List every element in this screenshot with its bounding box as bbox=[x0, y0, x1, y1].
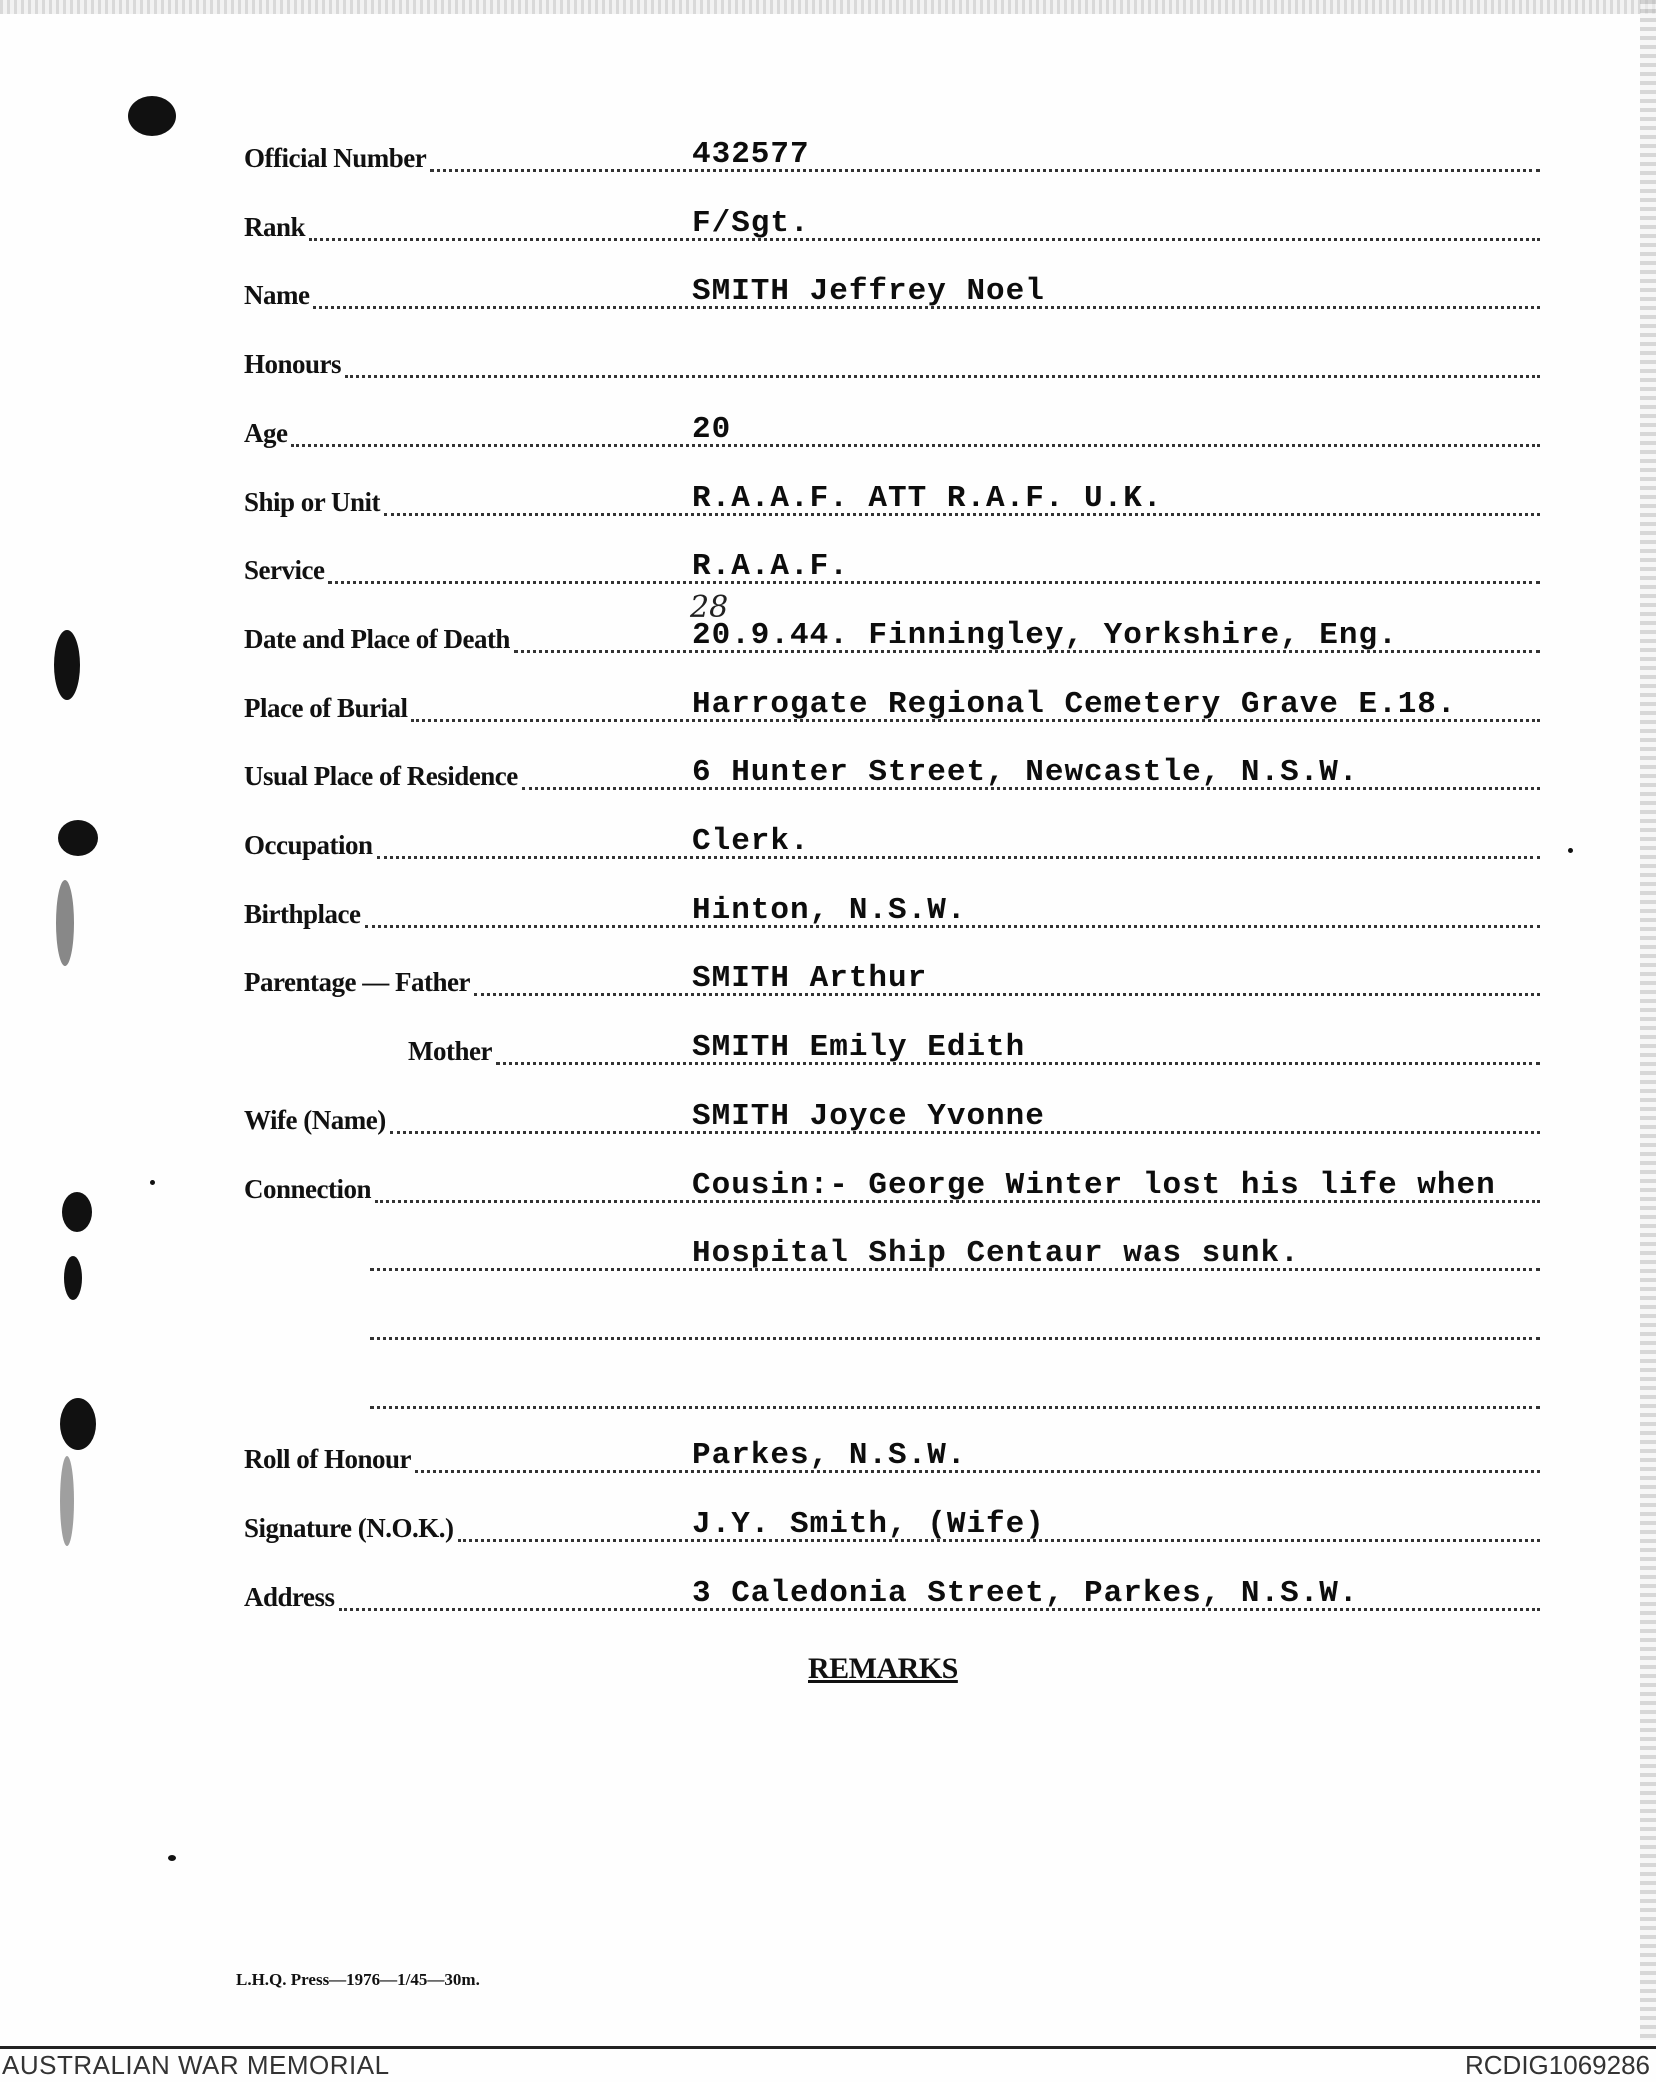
field-label: Name bbox=[244, 280, 310, 311]
field-value: R.A.A.F. bbox=[692, 549, 849, 585]
field-value: F/Sgt. bbox=[692, 205, 810, 241]
field-row bbox=[244, 615, 1540, 661]
punch-hole-mark bbox=[128, 96, 176, 136]
field-row bbox=[244, 409, 1540, 455]
field-row bbox=[244, 1096, 1540, 1142]
field-row bbox=[244, 821, 1540, 867]
field-row bbox=[244, 478, 1540, 524]
field-row bbox=[244, 546, 1540, 592]
death-date-annotation: 28 bbox=[690, 590, 729, 625]
field-value: Cousin:- George Winter lost his life when bbox=[692, 1167, 1496, 1203]
field-label: Date and Place of Death bbox=[244, 623, 510, 654]
dotted-leader bbox=[370, 1337, 1540, 1340]
field-value: 20 bbox=[692, 411, 732, 447]
stray-mark bbox=[1568, 848, 1573, 853]
field-value: 6 Hunter Street, Newcastle, N.S.W. bbox=[692, 755, 1359, 791]
field-row bbox=[244, 1435, 1540, 1481]
punch-hole-mark bbox=[60, 1456, 74, 1546]
field-row bbox=[244, 134, 1540, 180]
field-value: SMITH Joyce Yvonne bbox=[692, 1098, 1045, 1134]
dotted-leader bbox=[415, 1470, 1540, 1473]
field-row bbox=[244, 1573, 1540, 1619]
field-label: Ship or Unit bbox=[244, 486, 381, 517]
punch-hole-mark bbox=[54, 630, 80, 700]
field-label: Usual Place of Residence bbox=[244, 761, 518, 792]
field-row bbox=[244, 1165, 1540, 1211]
dotted-leader bbox=[291, 444, 1540, 447]
field-row bbox=[244, 684, 1540, 730]
field-row bbox=[244, 1027, 1540, 1073]
field-row bbox=[244, 340, 1540, 386]
dotted-leader bbox=[328, 581, 1540, 584]
field-row bbox=[244, 890, 1540, 936]
archive-id: RCDIG1069286 bbox=[1465, 2050, 1650, 2080]
remarks-heading: REMARKS bbox=[808, 1652, 958, 1685]
punch-hole-mark bbox=[56, 880, 74, 966]
field-label: Birthplace bbox=[244, 898, 361, 929]
field-label: Signature (N.O.K.) bbox=[244, 1513, 454, 1543]
field-label: Roll of Honour bbox=[244, 1444, 412, 1475]
field-value: 3 Caledonia Street, Parkes, N.S.W. bbox=[692, 1575, 1359, 1611]
connection-line bbox=[370, 1233, 1540, 1279]
field-value: SMITH Jeffrey Noel bbox=[692, 274, 1045, 310]
field-label: Service bbox=[244, 555, 325, 586]
field-value: 20.9.44. Finningley, Yorkshire, Eng. bbox=[692, 617, 1398, 653]
scan-edge-top bbox=[0, 0, 1656, 14]
stray-mark bbox=[150, 1180, 155, 1185]
dotted-leader bbox=[309, 238, 1540, 241]
dotted-leader bbox=[345, 375, 1540, 378]
field-row bbox=[244, 203, 1540, 249]
connection-value: Hospital Ship Centaur was sunk. bbox=[692, 1236, 1300, 1272]
punch-hole-mark bbox=[58, 820, 98, 856]
field-value: J.Y. Smith, (Wife) bbox=[692, 1507, 1045, 1542]
press-mark: L.H.Q. Press—1976—1/45—30m. bbox=[236, 1970, 480, 1989]
connection-line bbox=[370, 1371, 1540, 1417]
punch-hole-mark bbox=[64, 1256, 82, 1300]
dotted-leader bbox=[430, 169, 1540, 172]
field-label: Address bbox=[244, 1581, 335, 1612]
field-row bbox=[244, 752, 1540, 798]
field-value: SMITH Arthur bbox=[692, 961, 928, 997]
field-value: SMITH Emily Edith bbox=[692, 1030, 1026, 1066]
field-row bbox=[244, 1504, 1540, 1550]
scan-edge-right bbox=[1640, 0, 1656, 2040]
punch-hole-mark bbox=[62, 1192, 92, 1232]
field-label: Official Number bbox=[244, 143, 427, 173]
field-label: Connection bbox=[244, 1173, 372, 1204]
field-value: R.A.A.F. ATT R.A.F. U.K. bbox=[692, 480, 1163, 516]
dotted-leader bbox=[377, 856, 1540, 859]
field-row bbox=[244, 271, 1540, 317]
field-label: Mother bbox=[408, 1036, 492, 1067]
punch-hole-mark bbox=[60, 1398, 96, 1450]
field-value: Hinton, N.S.W. bbox=[692, 892, 967, 928]
stray-mark bbox=[168, 1855, 176, 1861]
field-label: Rank bbox=[244, 211, 306, 242]
dotted-leader bbox=[370, 1406, 1540, 1409]
field-label: Wife (Name) bbox=[244, 1104, 386, 1135]
dotted-leader bbox=[474, 993, 1540, 996]
connection-line bbox=[370, 1302, 1540, 1348]
field-label: Age bbox=[244, 417, 288, 448]
field-label: Honours bbox=[244, 349, 342, 380]
field-value: Parkes, N.S.W. bbox=[692, 1438, 967, 1474]
field-value: 432577 bbox=[692, 137, 810, 172]
scan-bottom-rule bbox=[0, 2046, 1656, 2049]
archive-name: AUSTRALIAN WAR MEMORIAL bbox=[2, 2050, 390, 2080]
field-label: Occupation bbox=[244, 830, 373, 860]
field-value: Harrogate Regional Cemetery Grave E.18. bbox=[692, 686, 1457, 722]
field-row bbox=[244, 958, 1540, 1004]
field-label: Place of Burial bbox=[244, 692, 408, 723]
field-label: Parentage — Father bbox=[244, 967, 470, 998]
field-value: Clerk. bbox=[692, 824, 810, 859]
